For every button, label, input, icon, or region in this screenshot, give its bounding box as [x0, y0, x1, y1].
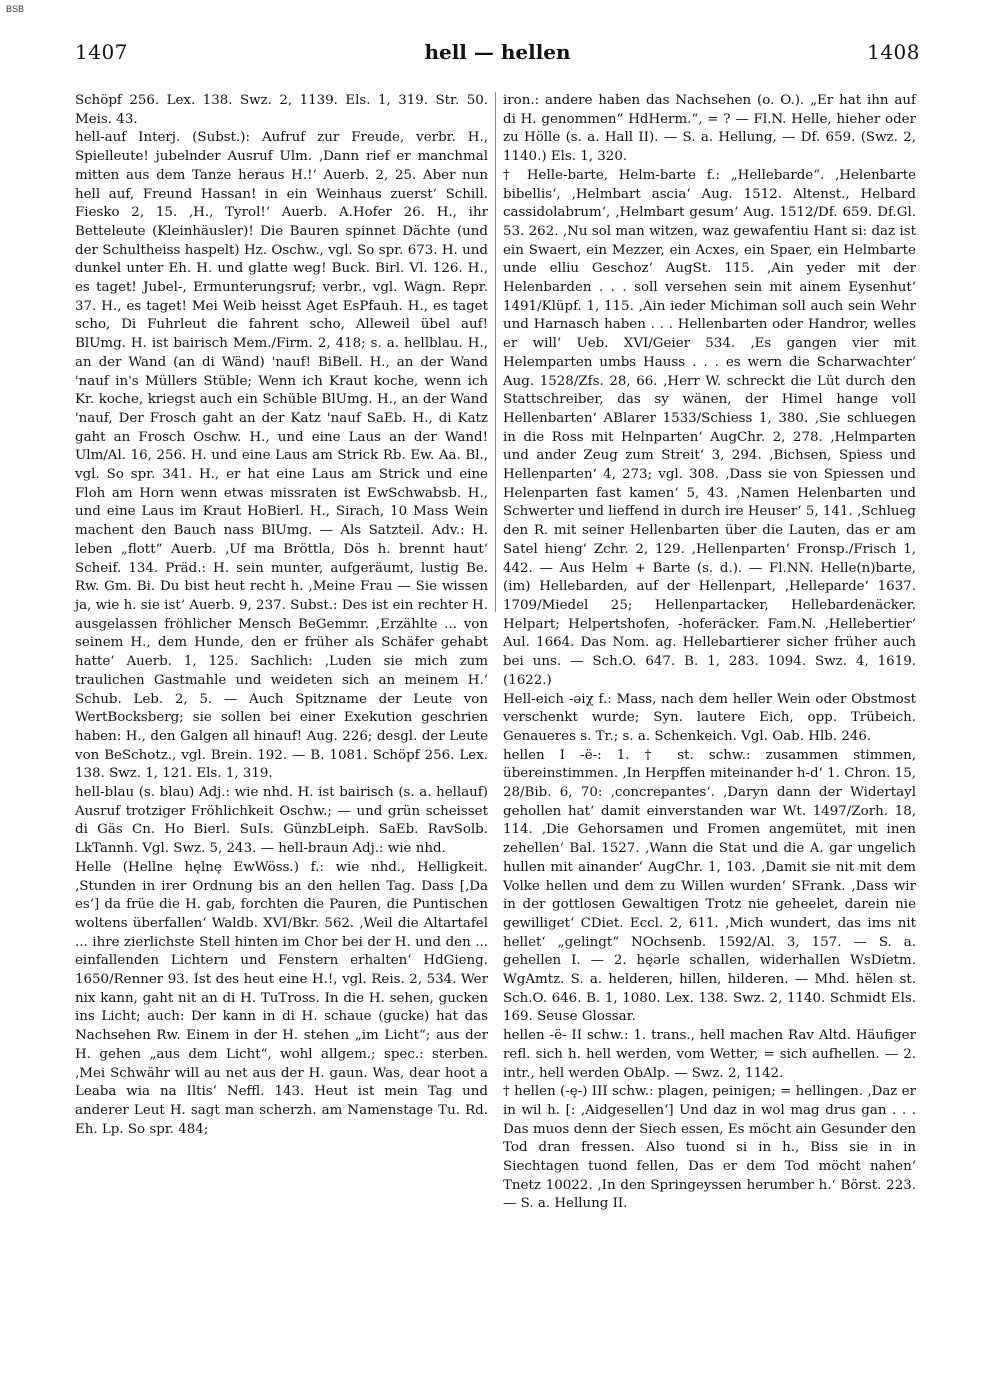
page-header	[75, 34, 920, 64]
right-column	[503, 92, 916, 1214]
entry-hellen-3: † hellen (-ę-) III schw.: plagen, peinigen; = hellingen. ‚Daz er in wil h. [: ‚Aidgesellen‘] Und daz in wol mag drus gan . . . Das muos denn der Siech essen, Es möcht ain Gesunder den Tod dran fressen. Also tuond si in h., Biss sie in in Siechtagen tuond fellen, Das er dem Tod möcht nahen‘ Tnetz 10022. ‚In den Springeyssen herumber h.‘ Börst. 223. — S. a. Hellung II.	[503, 1084, 916, 1212]
entry-helle: Helle (Hellne hęlnę EwWöss.) f.: wie nhd., Helligkeit. ‚Stunden in irer Ordnung bis an den hellen Tag. Dass [‚Da es‘] da früe die H. gab, forchten die Pauren, die Puntischen woltens überfallen‘ Waldb. XVI/Bkr. 562. ‚Weil die Altartafel ... ihre zierlichste Stell hinten im Chor bei der H. und den ... einfallenden Lichtern und Fenstern erhalten‘ HdGieng. 1650/Renner 93. Ist des heut eine H.!, vgl. Reis. 2, 534. Wer nix kann, gaht nit an di H. TuTross. In die H. sehen, gucken ins Licht; auch: Der kann in di H. schaue (gucke) hat das Nachsehen Rw. Einem in der H. stehen „im Licht“; aus der H. gehen „aus dem Licht“, wohl allgem.; spec.: sterben. ‚Mei Schwähr will au net aus der H. gaun. Was, dear hoot a Leaba wia na Iltis‘ Neffl. 143. Heut ist mein Tag und anderer Leut H. sagt man scherzh. am Namenstage Tu. Rd. Eh. Lp. So spr. 484;	[75, 859, 488, 1137]
entry-hellen-1: hellen I -ë-: 1. † st. schw.: zusammen stimmen, übereinstimmen. ‚In Herpffen miteinander h-d‘ 1. Chron. 15, 28/Bib. 6, 70: ‚concrepantes‘. ‚Daryn dann der Widertayl gehollen hat‘ damit einverstanden war Wt. 1497/Zorh. 18, 114. ‚Die Gehorsamen und Fromen angemütet, mit inen zehellen‘ Bal. 1527. ‚Wann die Stat und die A. gar ungelich hullen mit ainander‘ AugChr. 1, 103. ‚Damit sie nit mit dem Volke hellen und dem zu Willen wurden‘ SFrank. ‚Dass wir in der gottlosen Gewaltigen Trotz nie geheelet, darein nie gewilliget‘ CDiet. Eccl. 2, 611. ‚Mich wundert, das ims nit hellet‘ „gelingt“ NOchsenb. 1592/Al. 3, 157. — S. a. gehellen I. — 2. hęərle schallen, widerhallen WsDietm. WgAmtz. S. a. helderen, hillen, hilderen. — Mhd. hëlen st. Sch.O. 646. B. 1, 1080. Lex. 138. Swz. 2, 1140. Schmidt Els. 169. Seuse Glossar.	[503, 747, 916, 1025]
entry-hell-eich: Hell-eich -əiχ f.: Mass, nach dem heller Wein oder Obstmost verschenkt wurde; Syn. lautere Eich, opp. Trübeich. Genaueres s. Tr.; s. a. Schenkeich. Vgl. Oab. Hlb. 246.	[503, 691, 916, 744]
entry-hell-auf: hell-auf Interj. (Subst.): Aufruf zur Freude, verbr. H., Spielleute! jubelnder Ausruf Ulm. ‚Dann rief er manchmal mitten aus dem Tanze heraus H.!‘ Auerb. 2, 25. Aber nun hell auf, Freund Hassan! in ein Weinhaus zuerst‘ Schill. Fiesko 2, 15. ‚H., Tyrol!‘ Auerb. A.Hofer 26. H., ihr Betteleute (Kleinhäusler)! Die Bauren spinnet Dächte (und der Schultheiss haspelt) Hz. Oschw., vgl. So spr. 673. H. und dunkel unter Eh. H. und glatte weg! Buck. Birl. Vl. 126. H., es taget! Jubel-, Ermunterungsruf; verbr., vgl. Wagn. Repr. 37. H., es taget! Mei Weib heisst Aget EsPfauh. H., es taget scho, Di Fuhrleut die fahrent scho, Alleweil übel auf! BlUmg. H. ist bairisch Mem./Firm. 2, 418; s. a. hellblau. H., an der Wand (an di Wänd) 'nauf! BiBell. H., an der Wand 'nauf in's Müllers Stüble; Wenn ich Kraut koche, wenn ich Kr. koche, kriegst auch ein Schüble BlUmg. H., an der Wand 'nauf, Der Frosch gaht an der Katz 'nauf SaEb. H., di Katz gaht an Frosch Oschw. H., und eine Laus an der Wand! Ulm/Al. 16, 256. H. und eine Laus am Strick Rb. Ew. Aa. Bl., vgl. So spr. 341. H., er hat eine Laus am Strick und eine Floh am Horn wenn etwas missraten ist EwSchwabsb. H., und eine Laus im Kraut HoBierl. H., Sirach, 10 Mass Wein machent den Bauch nass BlUmg. — Als Satzteil. Adv.: H. leben „flott“ Auerb. ‚Uf ma Bröttla, Dös h. brennt haut‘ Scheif. 134. Präd.: H. sein munter, aufgeräumt, lustig Be. Rw. Gm. Bi. Du bist heut recht h. ‚Meine Frau — Sie wissen ja, wie h. sie ist‘ Auerb. 9, 237. Subst.: Des ist ein rechter H. ausgelassen fröhlicher Mensch BeGemmr. ‚Erzählte ... von seinem H., dem Hunde, den er früher als Schäfer gehabt hatte‘ Auerb. 1, 125. Sachlich: ‚Luden sie mich zum traulichen Gastmahle und weideten sich an meinem H.‘ Schub. Leb. 2, 5. — Auch Spitzname der Leute von WertBocksberg; sie sollen bei einer Exekution geschrien haben: H., den Galgen all hinauf! Aug. 226; desgl. der Leute von BeSchotz., vgl. Brein. 192. — B. 1081. Schöpf 256. Lex. 138. Swz. 1, 121. Els. 1, 319.	[75, 130, 488, 782]
page-number-right: 1408	[867, 40, 920, 64]
entry-helle-barte: † Helle-barte, Helm-barte f.: „Hellebarde“. ‚Helenbarte bibellis‘, ‚Helmbart ascia‘ Aug. 1512. Altenst., Helbard cassidolabrum‘, ‚Helmbart gesum‘ Aug. 1512/Df. 659. Df.Gl. 53. 262. ‚Nu sol man witzen, waz gewafentiu Hant si: daz ist ein Swaert, ein Mezzer, ein Acxes, ein Spaer, ein Helmbarte unde elliu Geschoz‘ AugSt. 115. ‚Ain yeder mit der Helenbarden . . . soll versehen sein mit ainem Eysenhut‘ 1491/Klüpf. 1, 115. ‚Ain ieder Michiman soll auch sein Wehr und Harnasch haben . . . Hellenbarten oder Handror, welles er will‘ Ueb. XVI/Geier 534. ‚Es gangen vier mit Helemparten umbs Hauss . . . es wern die Scharwachter‘ Aug. 1528/Zfs. 28, 66. ‚Herr W. schreckt die Lüt durch den Stattschreiber, das sy wänen, der Himel hange voll Hellenbarten‘ ABlarer 1533/Schiess 1, 380. ‚Sie schluegen in die Ross mit Helnparten‘ AugChr. 2, 278. ‚Helmparten und ander Zeug zum Streit‘ 3, 294. ‚Bichsen, Spiess und Hellenparten‘ 4, 273; vgl. 308. ‚Dass sie von Spiessen und Helenparten fast kamen‘ 5, 43. ‚Namen Helenbarten und Schwerter und lieffend in durch ire Heuser‘ 5, 141. ‚Schlueg den R. mit seiner Hellenbarten über die Lauten, das er am Satel hieng‘ Zchr. 2, 129. ‚Hellenparten‘ Fronsp./Frisch 1, 442. — Aus Helm + Barte (s. d.). — Fl.NN. Helle(n)barte, (im) Hellebarden, auf der Hellenpart, ‚Helleparde‘ 1637. 1709/Miedel 25; Hellenpartacker, Hellebardenäcker. Helpart; Helpertshofen, -hoferäcker. Fam.N. ‚Hellebertier‘ Aul. 1664. Das Nom. ag. Hellebartierer sicher früher auch bei uns. — Sch.O. 647. B. 1, 283. 1094. Swz. 4, 1619. (1622.)	[503, 167, 916, 688]
column-divider	[495, 92, 496, 612]
entry-hell-blau: hell-blau (s. blau) Adj.: wie nhd. H. ist bairisch (s. a. hellauf) Ausruf trotziger Fröhlichkeit Oschw.; — und grün scheisset di Gäs Cn. Ho Bierl. SuIs. GünzbLeiph. SaEb. RavSolb. LkTannh. Vgl. Swz. 5, 243. — hell-braun Adj.: wie nhd.	[75, 785, 488, 857]
entry-hellen-2: hellen -ë- II schw.: 1. trans., hell machen Rav Altd. Häufiger refl. sich h. hell werden, vom Wetter, = sich aufhellen. — 2. intr., hell werden ObAlp. — Swz. 2, 1142.	[503, 1028, 916, 1081]
library-stamp: BSB	[6, 4, 25, 14]
page-number-left: 1407	[75, 40, 128, 64]
left-column	[75, 92, 488, 1139]
running-title: hell — hellen	[424, 40, 571, 64]
entry-continuation: Schöpf 256. Lex. 138. Swz. 2, 1139. Els. 1, 319. Str. 50. Meis. 43.	[75, 93, 488, 127]
entry-continuation: iron.: andere haben das Nachsehen (o. O.). „Er hat ihn auf di H. genommen“ HdHerm.“, = ? — Fl.N. Helle, hieher oder zu Hölle (s. a. Hall II). — S. a. Hellung, — Df. 659. (Swz. 2, 1140.) Els. 1, 320.	[503, 93, 916, 165]
